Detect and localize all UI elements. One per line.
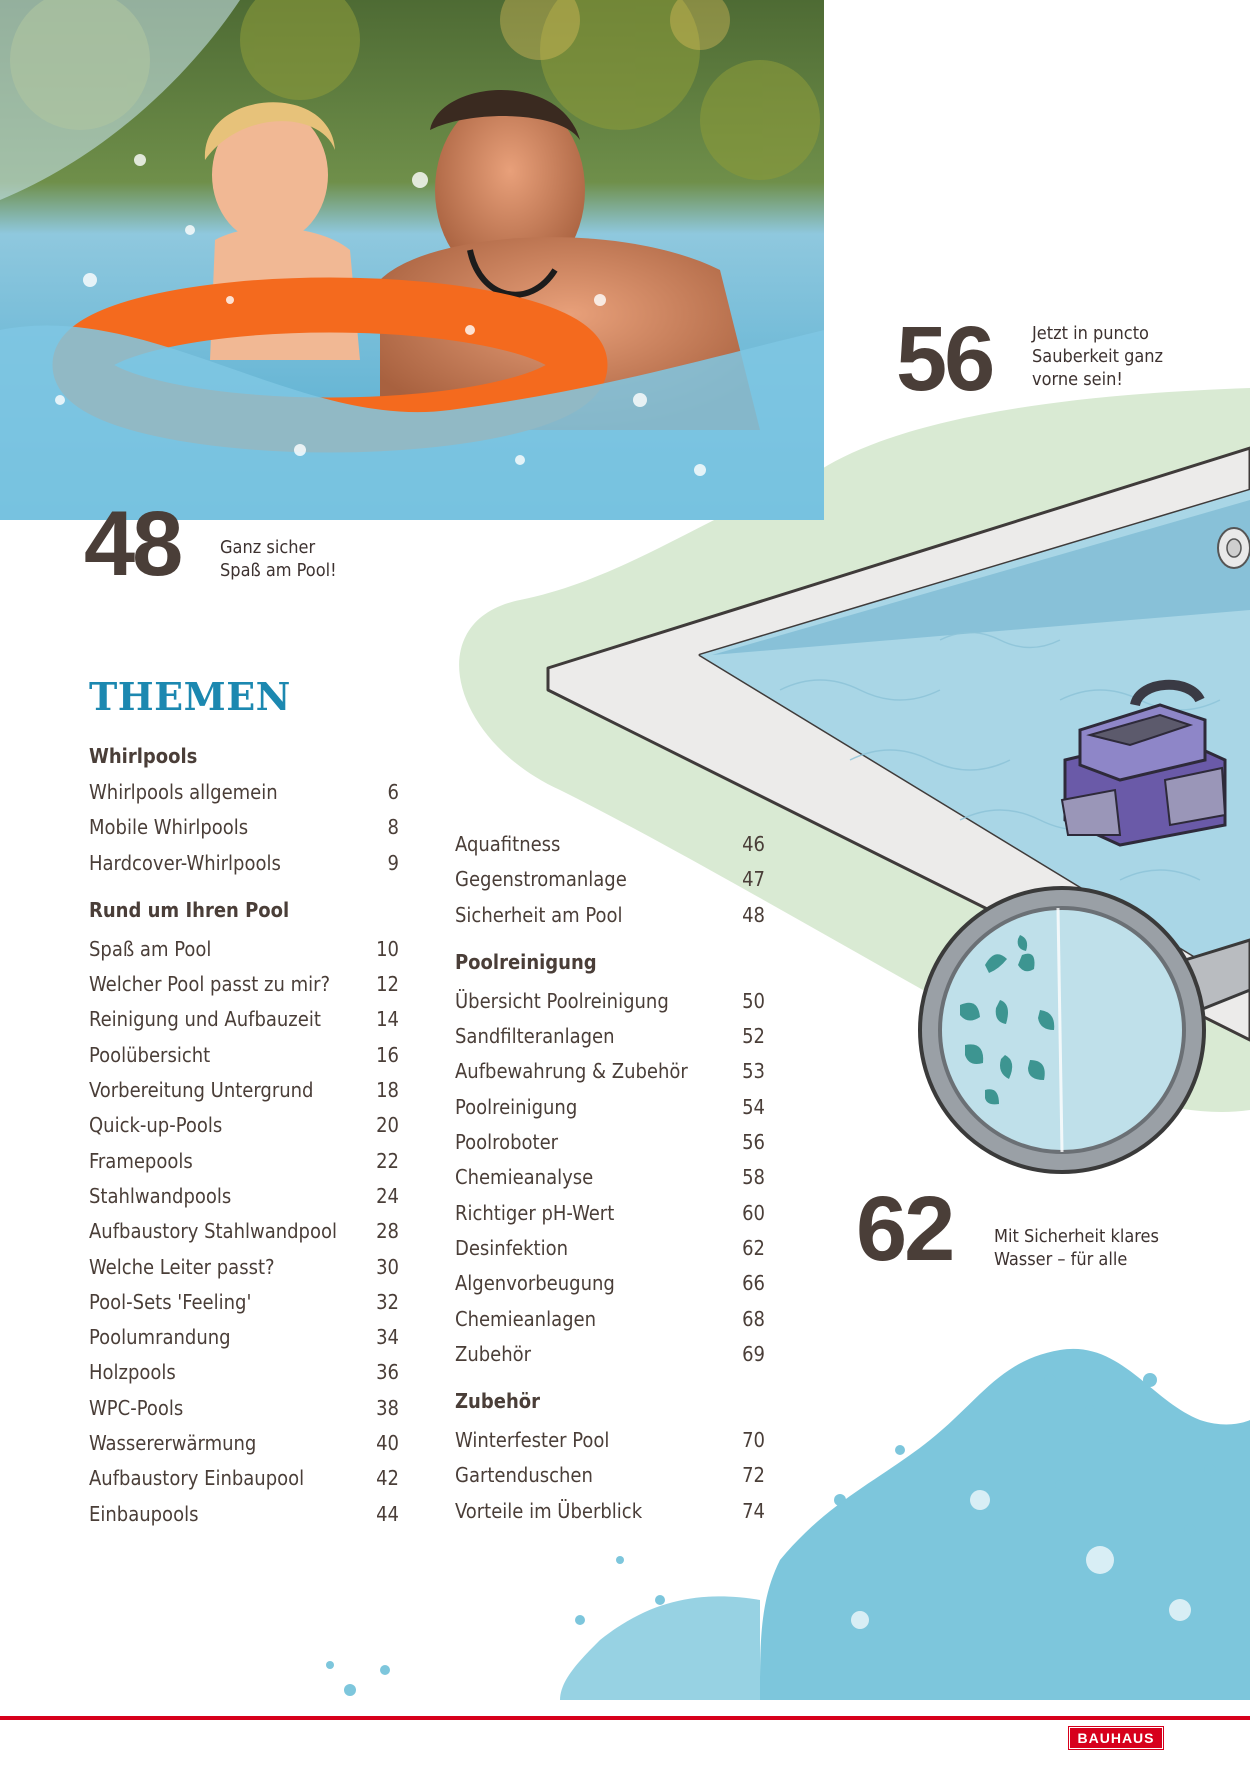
toc-entry-page: 54 xyxy=(742,1094,765,1119)
toc-entry[interactable] xyxy=(89,1214,399,1249)
toc-entry[interactable] xyxy=(89,1144,399,1179)
toc-entry-label: Zubehör xyxy=(455,1341,532,1366)
toc-entry-page: 52 xyxy=(742,1024,765,1049)
toc-entry-label: Aufbaustory Stahlwandpool xyxy=(89,1219,337,1244)
toc-entry-page: 40 xyxy=(376,1431,399,1456)
toc-entry[interactable] xyxy=(89,1179,399,1214)
toc-entry[interactable] xyxy=(89,1250,399,1285)
toc-entry[interactable] xyxy=(89,1461,399,1496)
toc-entry[interactable] xyxy=(455,1231,765,1266)
toc-entry[interactable] xyxy=(455,1090,765,1125)
toc-entry[interactable] xyxy=(89,1108,399,1143)
toc-entry-page: 16 xyxy=(376,1042,399,1067)
toc-entry-page: 22 xyxy=(376,1148,399,1173)
toc-entry-page: 20 xyxy=(376,1113,399,1138)
toc-entry-label: Richtiger pH-Wert xyxy=(455,1200,615,1225)
toc-entry[interactable] xyxy=(455,862,765,897)
toc-entry-label: Desinfektion xyxy=(455,1235,568,1260)
toc-entry-label: Whirlpools allgemein xyxy=(89,780,278,804)
callout-48-number: 48 xyxy=(84,493,181,595)
toc-column-1 xyxy=(89,738,399,1532)
toc-title: THEMEN xyxy=(89,674,291,719)
toc-section-heading: Rund um Ihren Pool xyxy=(89,897,290,922)
toc-entry[interactable] xyxy=(89,1038,399,1073)
toc-entry[interactable] xyxy=(89,810,399,845)
toc-entry-page: 6 xyxy=(387,780,399,804)
toc-section-heading: Whirlpools xyxy=(89,744,198,768)
toc-entry-label: Winterfester Pool xyxy=(455,1428,610,1453)
toc-entry-page: 50 xyxy=(742,988,765,1013)
toc-entry-page: 56 xyxy=(742,1130,765,1155)
bauhaus-logo: BAUHAUS xyxy=(1069,1727,1163,1749)
toc-entry-page: 9 xyxy=(387,850,399,875)
toc-entry-label: Aufbaustory Einbaupool xyxy=(89,1466,305,1491)
toc-entry-label: Mobile Whirlpools xyxy=(89,815,249,840)
toc-entry[interactable] xyxy=(89,1320,399,1355)
toc-entry-page: 18 xyxy=(376,1078,399,1103)
toc-entry-page: 12 xyxy=(376,972,399,997)
toc-entry[interactable] xyxy=(455,898,765,933)
toc-section-heading: Zubehör xyxy=(455,1389,540,1414)
callout-56-number: 56 xyxy=(896,308,993,410)
toc-entry-page: 69 xyxy=(742,1341,765,1366)
toc-entry[interactable] xyxy=(455,1337,765,1372)
toc-entry[interactable] xyxy=(455,1458,765,1493)
toc-entry[interactable] xyxy=(455,984,765,1019)
callout-48-text: Ganz sicher Spaß am Pool! xyxy=(220,537,337,581)
toc-entry[interactable] xyxy=(455,1019,765,1054)
callout-62-number: 62 xyxy=(856,1178,953,1280)
toc-entry-label: Poolübersicht xyxy=(89,1042,211,1067)
footer-red-line xyxy=(0,1716,1250,1720)
toc-entry-label: Chemieanlagen xyxy=(455,1306,597,1331)
toc-entry-page: 70 xyxy=(742,1428,765,1453)
toc-entry-page: 66 xyxy=(742,1271,765,1296)
toc-entry-page: 36 xyxy=(376,1360,399,1385)
toc-entry-page: 34 xyxy=(376,1325,399,1350)
toc-entry-page: 47 xyxy=(742,867,765,892)
toc-entry-label: Welche Leiter passt? xyxy=(89,1254,275,1279)
toc-entry[interactable] xyxy=(455,1266,765,1301)
toc-entry[interactable] xyxy=(89,846,399,881)
toc-entry-label: Poolreinigung xyxy=(455,1094,578,1119)
toc-section-heading: Poolreinigung xyxy=(455,949,597,974)
toc-entry-page: 60 xyxy=(742,1200,765,1225)
toc-entry-page: 28 xyxy=(376,1219,399,1244)
toc-entry-label: Vorteile im Überblick xyxy=(455,1498,643,1523)
toc-entry-label: Gartenduschen xyxy=(455,1463,593,1488)
toc-entry-label: Vorbereitung Untergrund xyxy=(89,1078,314,1103)
toc-entry-page: 74 xyxy=(742,1498,765,1523)
toc-entry-page: 46 xyxy=(742,832,765,856)
toc-entry-page: 62 xyxy=(742,1235,765,1260)
toc-entry[interactable] xyxy=(455,1494,765,1529)
toc-entry-label: Gegenstromanlage xyxy=(455,867,627,892)
toc-entry[interactable] xyxy=(89,967,399,1002)
toc-entry-page: 68 xyxy=(742,1306,765,1331)
toc-entry[interactable] xyxy=(455,1125,765,1160)
toc-entry[interactable] xyxy=(455,1423,765,1458)
toc-entry[interactable] xyxy=(89,932,399,967)
toc-entry-page: 30 xyxy=(376,1254,399,1279)
toc-entry-label: Übersicht Poolreinigung xyxy=(455,988,669,1013)
toc-column-2 xyxy=(455,827,765,1529)
toc-entry[interactable] xyxy=(89,1497,399,1532)
toc-entry-label: Quick-up-Pools xyxy=(89,1113,223,1138)
toc-entry-label: Hardcover-Whirlpools xyxy=(89,850,281,875)
toc-entry-page: 44 xyxy=(376,1501,399,1526)
toc-entry[interactable] xyxy=(89,1391,399,1426)
toc-entry-label: Welcher Pool passt zu mir? xyxy=(89,972,331,997)
toc-entry-label: Aufbewahrung & Zubehör xyxy=(455,1059,688,1084)
toc-entry-label: Chemieanalyse xyxy=(455,1165,594,1190)
toc-entry-page: 14 xyxy=(376,1007,399,1032)
toc-entry-page: 10 xyxy=(376,936,399,961)
toc-entry-label: Poolumrandung xyxy=(89,1325,231,1350)
toc-entry-page: 8 xyxy=(387,815,399,840)
toc-entry-label: Pool-Sets 'Feeling' xyxy=(89,1289,252,1314)
toc-entry[interactable] xyxy=(455,1196,765,1231)
toc-entry-page: 72 xyxy=(742,1463,765,1488)
toc-entry-label: Framepools xyxy=(89,1148,193,1173)
toc-entry-page: 42 xyxy=(376,1466,399,1491)
toc-entry-label: Holzpools xyxy=(89,1360,176,1385)
toc-entry-label: Sicherheit am Pool xyxy=(455,902,623,927)
toc-entry-label: Spaß am Pool xyxy=(89,936,212,961)
callout-56-text: Jetzt in puncto Sauberkeit ganz vorne sein! xyxy=(1032,323,1164,390)
toc-entry[interactable] xyxy=(455,1160,765,1195)
toc-entry[interactable] xyxy=(455,1054,765,1089)
toc-entry[interactable] xyxy=(89,1426,399,1461)
toc-entry[interactable] xyxy=(89,775,399,810)
toc-entry-label: Poolroboter xyxy=(455,1130,559,1155)
toc-entry[interactable] xyxy=(89,1073,399,1108)
toc-entry-label: WPC-Pools xyxy=(89,1395,184,1420)
hero-photo xyxy=(0,0,824,520)
toc-entry-page: 38 xyxy=(376,1395,399,1420)
toc-entry[interactable] xyxy=(89,1355,399,1390)
toc-entry[interactable] xyxy=(455,827,765,862)
toc-entry-page: 24 xyxy=(376,1183,399,1208)
toc-entry-label: Reinigung und Aufbauzeit xyxy=(89,1007,321,1032)
toc-entry-label: Stahlwandpools xyxy=(89,1183,232,1208)
toc-entry-page: 58 xyxy=(742,1165,765,1190)
callout-62-text: Mit Sicherheit klares Wasser – für alle xyxy=(994,1226,1159,1270)
toc-entry-label: Aquafitness xyxy=(455,832,561,856)
toc-entry-page: 32 xyxy=(376,1289,399,1314)
toc-entry[interactable] xyxy=(89,1002,399,1037)
toc-entry-label: Sandfilteranlagen xyxy=(455,1024,615,1049)
toc-entry[interactable] xyxy=(455,1302,765,1337)
toc-entry-label: Wassererwärmung xyxy=(89,1431,257,1456)
toc-entry-page: 53 xyxy=(742,1059,765,1084)
toc-entry-label: Algenvorbeugung xyxy=(455,1271,615,1296)
toc-entry[interactable] xyxy=(89,1285,399,1320)
toc-entry-page: 48 xyxy=(742,902,765,927)
toc-entry-label: Einbaupools xyxy=(89,1501,199,1526)
